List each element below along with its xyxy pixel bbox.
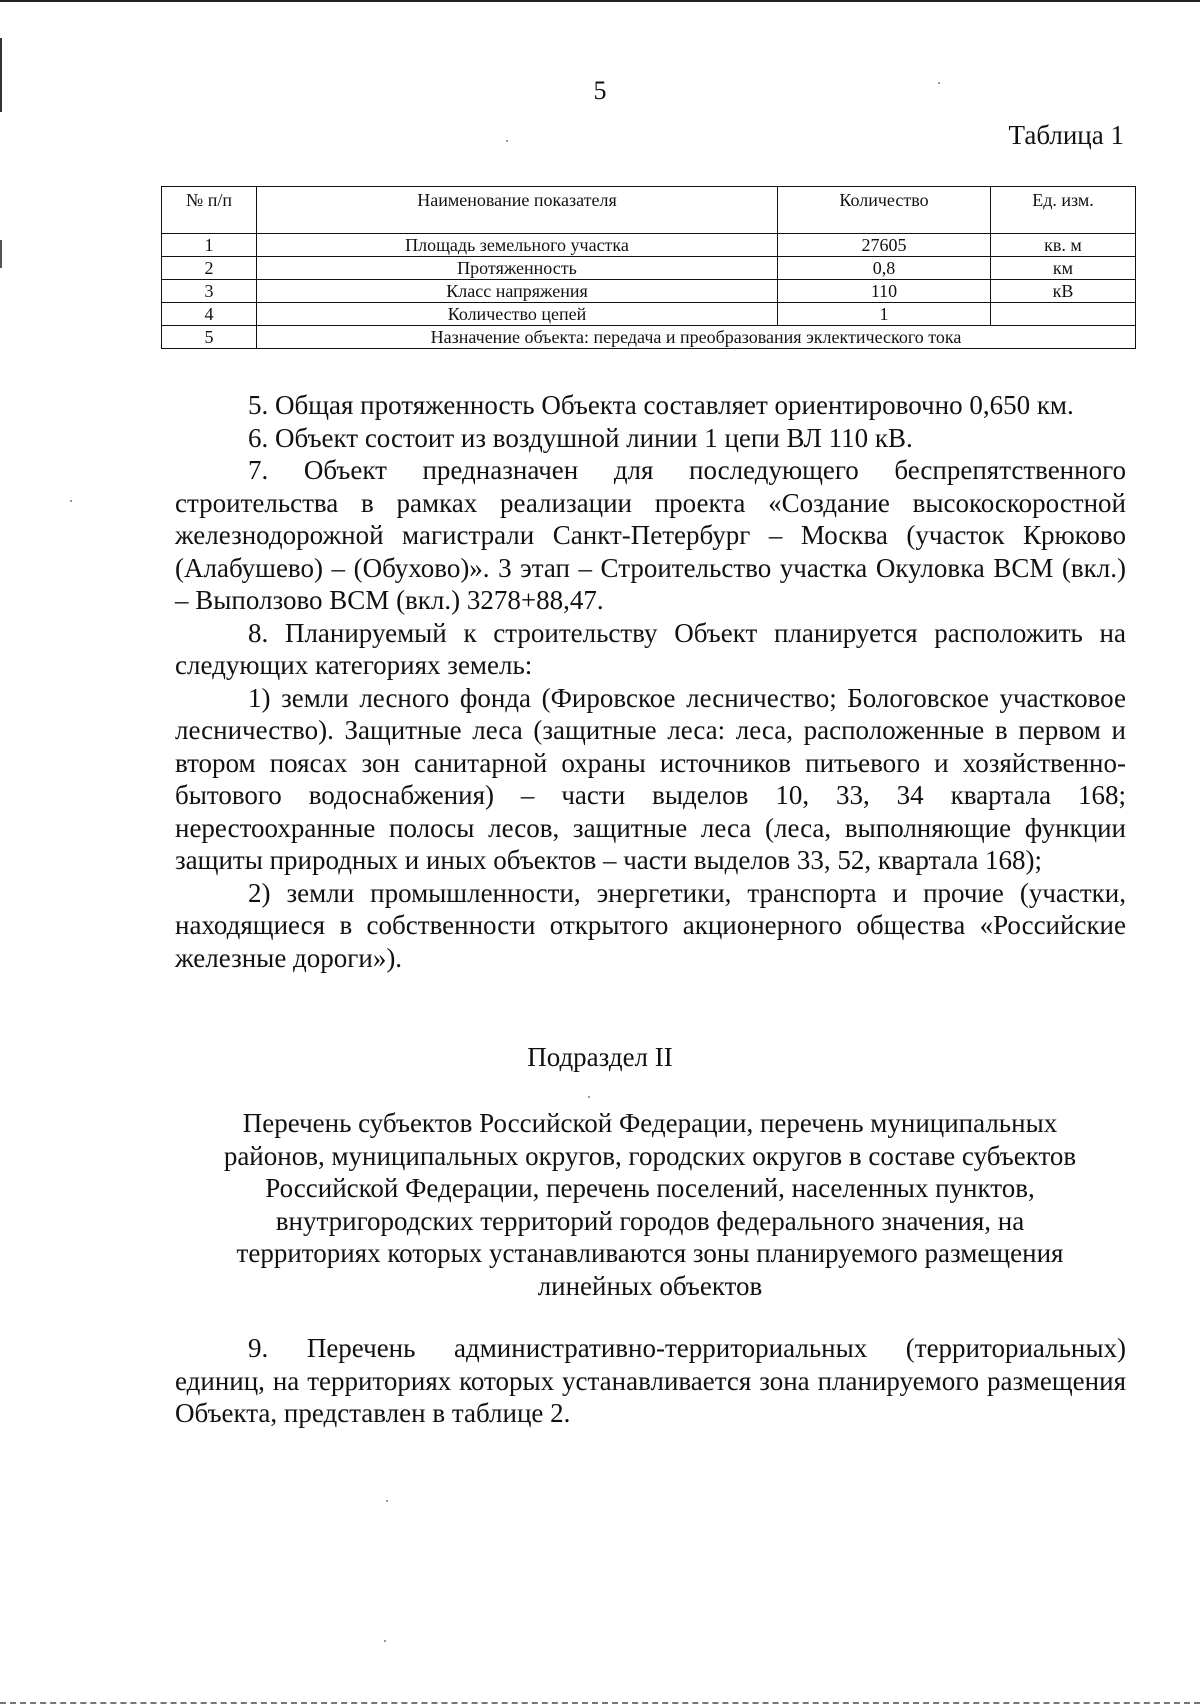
table-caption: Таблица 1 bbox=[1008, 120, 1124, 150]
heading-line: районов, муниципальных округов, городских округов в составе субъектов bbox=[223, 1140, 1077, 1171]
heading-line: внутригородских территорий городов федерального значения, на bbox=[275, 1205, 1025, 1236]
body-text bbox=[175, 389, 1126, 974]
indicators-table bbox=[161, 186, 1136, 349]
cell-number: 2 bbox=[162, 257, 257, 280]
cell-name: Количество цепей bbox=[257, 303, 778, 326]
cell-name: Класс напряжения bbox=[257, 280, 778, 303]
cell-name: Площадь земельного участка bbox=[257, 234, 778, 257]
subsection-heading bbox=[190, 1107, 1110, 1302]
paragraph-8-item-1: 1) земли лесного фонда (Фировское лесничество; Бологовское участковое лесничество). Защитные леса (защитные леса: леса, расположенные в первом и втором поясах зон санитарной охраны источников питьевого и хозяйственно-бытового водоснабжения) – части выделов 10, 33, 34 квартала 168; нерестоохранные полосы лесов, защитные леса (леса, выполняющие функции защиты природных и иных объектов – части выделов 33, 52, квартала 168); bbox=[175, 682, 1126, 875]
scan-speck bbox=[384, 1640, 386, 1642]
cell-quantity: 0,8 bbox=[778, 257, 991, 280]
header-unit: Ед. изм. bbox=[991, 187, 1136, 234]
table-row bbox=[162, 280, 1136, 303]
heading-line: Перечень субъектов Российской Федерации, перечень муниципальных bbox=[242, 1108, 1058, 1138]
scan-edge-bottom bbox=[0, 1702, 1200, 1704]
cell-purpose: Назначение объекта: передача и преобразования эклектического тока bbox=[257, 326, 1136, 349]
cell-number: 4 bbox=[162, 303, 257, 326]
cell-quantity: 27605 bbox=[778, 234, 991, 257]
page-number: 5 bbox=[593, 76, 607, 105]
scan-speck bbox=[506, 140, 508, 142]
heading-line: территориях которых устанавливаются зоны планируемого размещения bbox=[236, 1238, 1064, 1268]
subsection-title: Подраздел II bbox=[527, 1042, 673, 1072]
cell-number: 1 bbox=[162, 234, 257, 257]
scan-speck bbox=[938, 82, 940, 84]
cell-unit: кв. м bbox=[991, 234, 1136, 257]
heading-line: линейных объектов bbox=[537, 1270, 763, 1301]
scan-edge-top bbox=[0, 0, 1200, 2]
cell-unit: кВ bbox=[991, 280, 1136, 303]
paragraph-8: 8. Планируемый к строительству Объект планируется расположить на следующих категориях земель: bbox=[175, 617, 1126, 680]
cell-number: 5 bbox=[162, 326, 257, 349]
cell-number: 3 bbox=[162, 280, 257, 303]
scan-edge-left-mark bbox=[0, 240, 2, 268]
table-row bbox=[162, 303, 1136, 326]
cell-unit bbox=[991, 303, 1136, 326]
paragraph-7: 7. Объект предназначен для последующего беспрепятственного строительства в рамках реализации проекта «Создание высокоскоростной железнодорожной магистрали Санкт-Петербург – Москва (участок Крюково (Алабушево) – (Обухово)». 3 этап – Строительство участка Окуловка ВСМ (вкл.) – Выползово ВСМ (вкл.) 3278+88,47. bbox=[175, 455, 1126, 615]
header-quantity: Количество bbox=[778, 187, 991, 234]
header-number: № п/п bbox=[162, 187, 257, 234]
heading-line: Российской Федерации, перечень поселений, населенных пунктов, bbox=[265, 1173, 1035, 1203]
cell-quantity: 1 bbox=[778, 303, 991, 326]
table-row bbox=[162, 257, 1136, 280]
cell-unit: км bbox=[991, 257, 1136, 280]
paragraph-5: 5. Общая протяженность Объекта составляет ориентировочно 0,650 км. bbox=[248, 390, 1074, 420]
table-row-merged bbox=[162, 326, 1136, 349]
paragraph-6: 6. Объект состоит из воздушной линии 1 цепи ВЛ 110 кВ. bbox=[248, 422, 913, 453]
scan-speck bbox=[70, 500, 72, 502]
header-name: Наименование показателя bbox=[257, 187, 778, 234]
paragraph-9: 9. Перечень административно-территориальных (территориальных) единиц, на территориях которых устанавливается зона планируемого размещения Объекта, представлен в таблице 2. bbox=[175, 1333, 1126, 1428]
cell-quantity: 110 bbox=[778, 280, 991, 303]
table-row bbox=[162, 234, 1136, 257]
table-header-row bbox=[162, 187, 1136, 234]
scan-speck bbox=[588, 1096, 590, 1098]
cell-name: Протяженность bbox=[257, 257, 778, 280]
body-text-2 bbox=[175, 1332, 1126, 1430]
scan-speck bbox=[386, 1500, 388, 1502]
paragraph-8-item-2: 2) земли промышленности, энергетики, транспорта и прочие (участки, находящиеся в собственности открытого акционерного общества «Российские железные дороги»). bbox=[175, 877, 1126, 973]
